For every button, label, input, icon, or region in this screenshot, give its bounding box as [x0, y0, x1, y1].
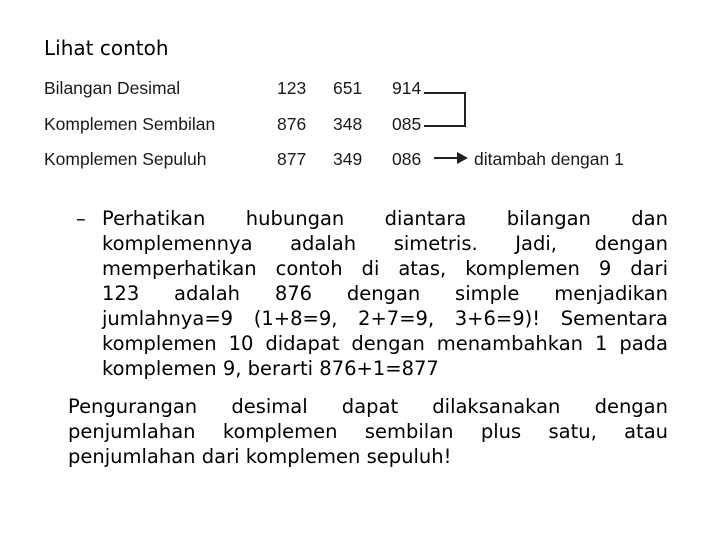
cell: 914: [392, 78, 422, 98]
cell: 348: [333, 114, 363, 134]
cell: 651: [333, 78, 363, 98]
text-line: penjumlahan komplemen sembilan plus satu, atau: [68, 420, 668, 443]
row-label: Bilangan Desimal: [44, 78, 181, 98]
text-line: komplemennya adalah simetris. Jadi, dengan: [102, 232, 668, 255]
cell: 123: [277, 78, 307, 98]
text-line: penjumlahan dari komplemen sepuluh!: [68, 445, 452, 468]
bullet-paragraph: [102, 206, 668, 381]
text-line: Perhatikan hubungan diantara bilangan dan: [102, 207, 668, 230]
cell: 877: [277, 149, 307, 169]
text-line: jumlahnya=9 (1+8=9, 2+7=9, 3+6=9)! Sementara: [102, 307, 668, 330]
cell: 085: [392, 114, 422, 134]
bullet-marker: –: [76, 207, 86, 230]
note-added-one: ditambah dengan 1: [474, 149, 624, 169]
cell: 349: [333, 149, 363, 169]
heading: Lihat contoh: [44, 36, 169, 60]
cell: 876: [277, 114, 307, 134]
text-line: Pengurangan desimal dapat dilaksanakan dengan: [68, 395, 668, 418]
text-line: komplemen 10 didapat dengan menambahkan 1 pada: [102, 332, 668, 355]
cell: 086: [392, 149, 422, 169]
text-line: memperhatikan contoh di atas, komplemen 9 dari: [102, 257, 668, 280]
text-line: 123 adalah 876 dengan simple menjadikan: [102, 282, 668, 305]
example-table: [44, 78, 684, 178]
row-label: Komplemen Sepuluh: [44, 149, 207, 169]
conclusion-paragraph: [68, 394, 668, 469]
row-label: Komplemen Sembilan: [44, 114, 216, 134]
text-line: komplemen 9, berarti 876+1=877: [102, 357, 439, 380]
